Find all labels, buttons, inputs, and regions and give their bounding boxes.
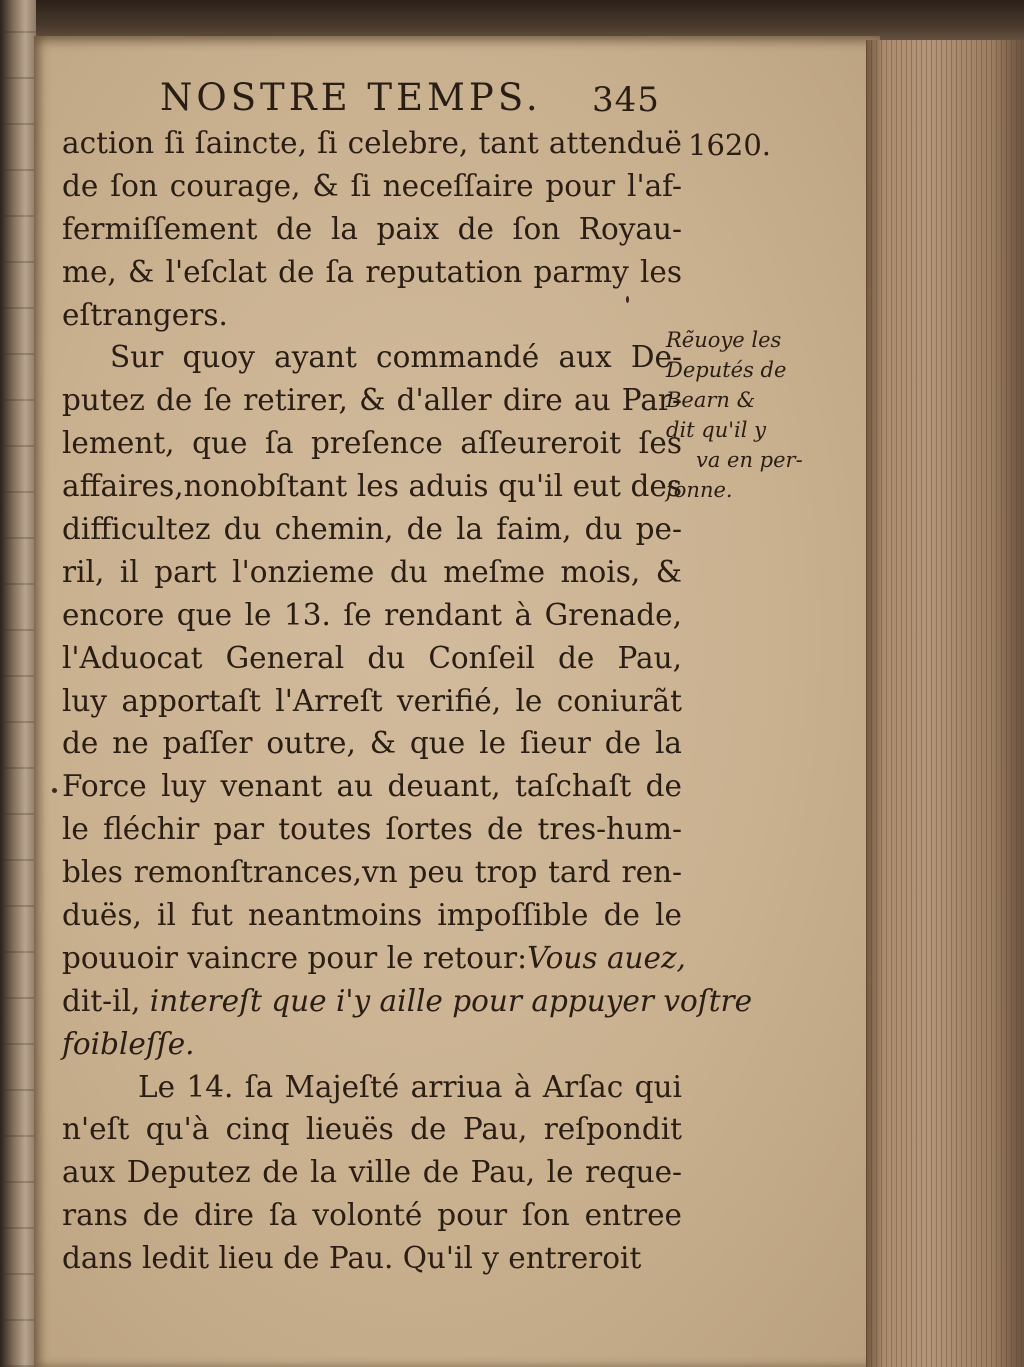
text-line: Force luy venant au deuant, taſchaſt de <box>62 769 682 804</box>
text-line: le fléchir par toutes ſortes de tres-hum- <box>62 812 682 847</box>
text-line: rans de dire ſa volonté pour ſon entree <box>62 1198 682 1233</box>
paragraph-first-line: Le 14. ſa Majeſté arriua à Arſac qui <box>138 1069 682 1104</box>
italic-quote: Vous auez, <box>527 940 686 975</box>
text-span: pouuoir vaincre pour le retour: <box>62 940 528 975</box>
text-line <box>62 980 753 1023</box>
text-line: ril, il part l'onzieme du meſme mois, & <box>62 554 682 589</box>
text-line: aux Deputez de la ville de Pau, le reque- <box>62 1155 682 1190</box>
left-edge-texture <box>0 0 36 1367</box>
running-head-title: NOSTRE TEMPS. <box>160 76 542 119</box>
italic-quote: intereſt que i'y aille pour appuyer voſtre <box>149 983 753 1018</box>
text-line: bles remonſtrances,vn peu trop tard ren- <box>62 855 682 890</box>
text-line: action ſi ſaincte, ſi celebre, tant attenduë <box>62 126 682 160</box>
margin-note-line: va en per- <box>696 448 803 472</box>
page-fore-edge <box>866 40 1024 1367</box>
text-line: foibleſſe. <box>62 1026 195 1061</box>
text-line: dans ledit lieu de Pau. Qu'il y entreroit <box>62 1241 642 1276</box>
text-line: affaires,nonobſtant les aduis qu'il eut des <box>62 469 682 504</box>
text-line: n'eſt qu'à cinq lieuës de Pau, reſpondit <box>62 1112 682 1147</box>
text-span: dit-il, <box>62 983 141 1018</box>
text-line: lement, que ſa preſence aſſeureroit ſes <box>62 426 682 461</box>
margin-note-line: Deputés de <box>666 358 787 382</box>
text-line: luy apportaſt l'Arreſt verifié, le coniurãt <box>62 683 682 718</box>
text-line: encore que le 13. ſe rendant à Grenade, <box>62 597 682 632</box>
margin-note-line: dit qu'il y <box>666 418 766 442</box>
text-line: putez de ſe retirer, & d'aller dire au Par- <box>62 383 682 418</box>
text-line: fermiſſement de la paix de ſon Royau- <box>62 211 682 246</box>
ink-speck <box>626 296 629 303</box>
text-line: me, & l'eſclat de ſa reputation parmy les <box>62 254 682 289</box>
margin-year: 1620. <box>688 128 772 162</box>
text-line: eſtrangers. <box>62 297 228 332</box>
margin-note <box>666 325 806 505</box>
margin-note-line: Rẽuoye les <box>666 328 782 352</box>
fore-edge-shadow <box>866 40 884 1367</box>
text-line: de ne paſſer outre, & que le ſieur de la <box>62 726 682 761</box>
paragraph-first-line: Sur quoy ayant commandé aux De- <box>110 340 682 375</box>
page-number: 345 <box>592 80 660 120</box>
margin-note-line: Bearn & <box>666 388 756 412</box>
text-line: difficultez du chemin, de la faim, du pe- <box>62 512 682 547</box>
text-line: de ſon courage, & ſi neceſſaire pour l'af- <box>62 168 682 203</box>
text-line: duës, il fut neantmoins impoſſible de le <box>62 898 682 933</box>
ink-speck <box>52 788 57 793</box>
margin-note-line: ſonne. <box>666 478 733 502</box>
text-line <box>62 937 686 980</box>
text-line: l'Aduocat General du Conſeil de Pau, <box>62 640 682 675</box>
